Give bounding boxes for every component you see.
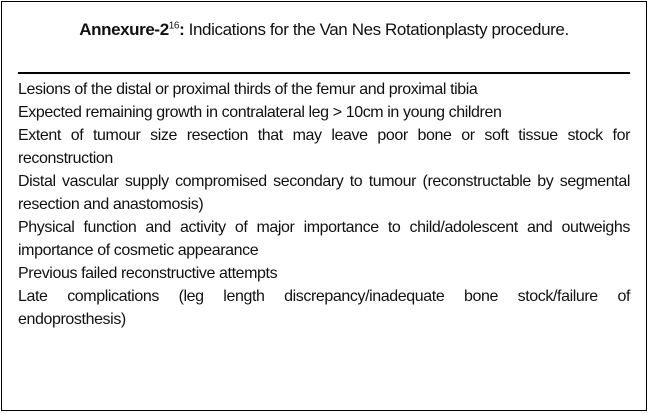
indication-item: Lesions of the distal or proximal thirds of the femur and proximal tibia	[18, 81, 478, 98]
table-caption	[2, 20, 646, 40]
indication-item: Physical function and activity of major importance to child/adolescent and outweighs importance of cosmetic appearance	[18, 219, 630, 259]
indications-list	[18, 78, 630, 331]
indication-item: Extent of tumour size resection that may leave poor bone or soft tissue stock for reconstruction	[18, 127, 630, 167]
caption-text: Indications for the Van Nes Rotationplasty procedure.	[184, 20, 569, 39]
indication-item: Late complications (leg length discrepancy/inadequate bone stock/failure of endoprosthesis)	[18, 288, 630, 328]
header-rule	[18, 72, 630, 74]
caption-colon: :	[179, 20, 185, 39]
caption-label: Annexure-2	[79, 20, 169, 39]
indication-item: Distal vascular supply compromised secondary to tumour (reconstructable by segmental resection and anastomosis)	[18, 173, 630, 213]
caption-reference: 16	[168, 20, 180, 32]
indication-item: Previous failed reconstructive attempts	[18, 265, 278, 282]
indication-item: Expected remaining growth in contralateral leg > 10cm in young children	[18, 104, 502, 121]
annexure-box	[1, 1, 647, 411]
